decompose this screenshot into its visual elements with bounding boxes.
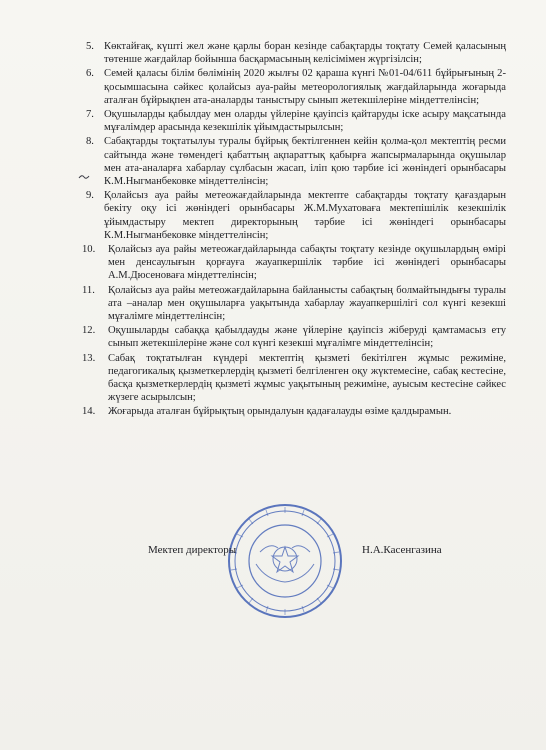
list-item: 9. Қолайсыз ауа райы метеожағдайларында мектепте сабақтарды тоқтату қағаздарын бекіту оқу ісі жөніндегі орынбасары Ж.М.Мухатоваға мектепішілік кезекшілік ұйымдастыру мектеп директорының тәрбие ісі жөніндегі орынбасары К.М.Ныгманбековке міндеттелінсін; <box>86 190 506 241</box>
list-item: 12. Оқушыларды сабаққа қабылдауды және үйлеріне қауіпсіз жіберуді қамтамасыз ету сынып жетекшілеріне және сол күнгі кезекші мұғалімге міндеттелінсін; <box>82 325 506 350</box>
list-item: 13. Сабақ тоқтатылған күндері мектептің қызметі бекітілген жұмыс режиміне, педагогикалық қызметкерлердің қызметі белгіленген оқу жүктемесіне, сабақ кестесіне, басқа қызметкерлердің қызметі жұмыс уақытының режиміне, ауысым кестесіне сәйкес жүзеге асырылсын; <box>82 352 506 404</box>
director-title: Мектеп директоры <box>148 544 237 556</box>
list-item: 7. Оқушыларды қабылдау мен оларды үйлеріне қауіпсіз қайтаруды іске асыру мақсатында мұғалімдер арасында кезекшілік ұйымдастырылсын; <box>86 109 506 134</box>
list-item: 10. Қолайсыз ауа райы метеожағдайларында сабақты тоқтату кезінде оқушылардың өмірі мен денсаулығын қорғауға жауапкершілік тәрбие ісі жөніндегі орынбасары А.М.Дюсеноваға міндеттелінсін; <box>82 244 506 282</box>
director-name: Н.А.Касенгазина <box>362 544 442 556</box>
list-item: 14. Жоғарыда аталған бұйрықтың орындалуын қадағалауды өзіме қалдырамын. <box>82 406 452 418</box>
official-seal-icon <box>226 502 344 620</box>
list-item: 11. Қолайсыз ауа райы метеожағдайларына байланысты сабақтың болмайтындығы туралы ата –аналар мен оқушыларға уақытында хабарлау жауапкершілігі сол күнгі кезекші мұғалімге міндеттелінсін; <box>82 284 506 323</box>
pen-mark-icon <box>78 172 90 182</box>
order-items-list <box>82 40 506 420</box>
list-item: 6. Семей қаласы білім бөлімінің 2020 жылғы 02 қараша күнгі №01-04/611 бұйрығының 2-қосымшасына сәйкес қолайсыз ауа-райы метеорологиялық жағдайларында жоғарыда аталған бұйрықпен ата-аналарды таныстыру сынып жетекшілеріне міндеттелінсін; <box>86 68 506 106</box>
list-item: 5. Көктайғақ, күшті жел және қарлы боран кезінде сабақтарды тоқтату Семей қаласының төтенше жағдайлар бойынша басқармасының келісімімен жүргізілсін; <box>86 41 506 66</box>
list-item: 8. Сабақтарды тоқтатылуы туралы бұйрық бектілгеннен кейін қолма-қол мектептің ресми сайтында және төмендегі қабаттың ақпараттық қабырға жапсырмаларында оқушылар мен ата-аналарға хабарлау сұлбасын жасап, іліп қою тәрбие ісі жөніндегі орынбасары К.М.Ныгманбековке міндеттелінсін; <box>86 136 506 188</box>
